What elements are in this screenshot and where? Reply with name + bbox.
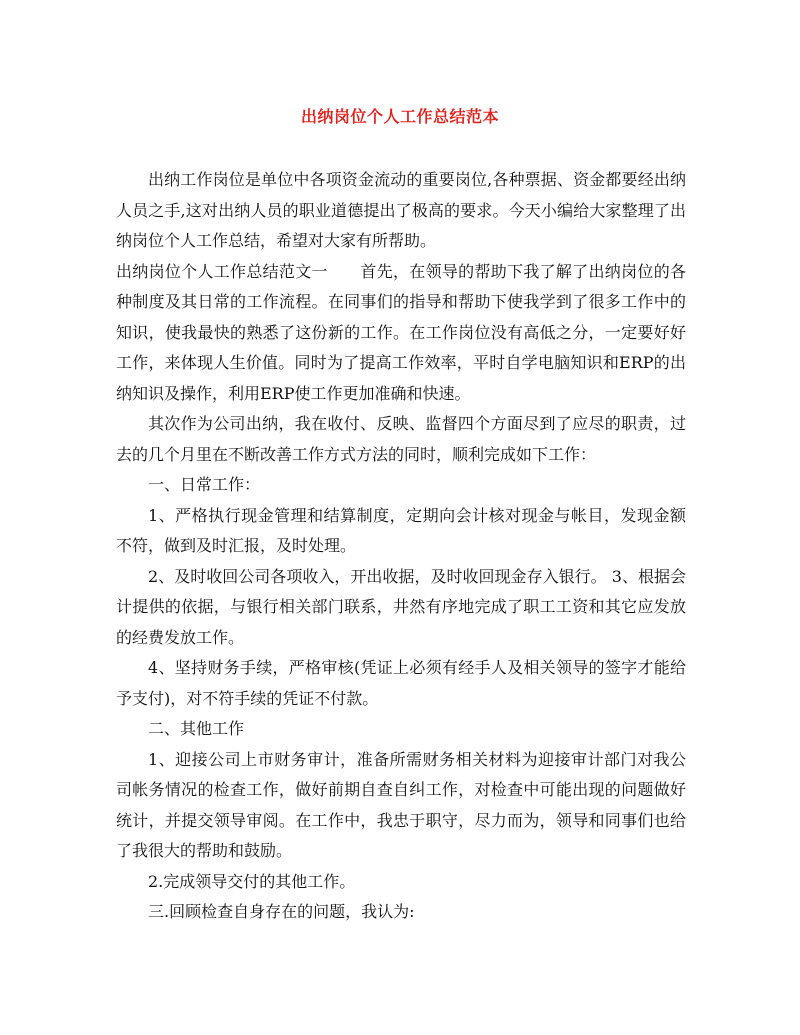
page-title: 出纳岗位个人工作总结范本 — [300, 107, 499, 126]
section-heading-other-work: 二、其他工作 — [148, 719, 245, 738]
section-heading-daily-work: 一、日常工作： — [148, 475, 261, 494]
paragraph-item-income-collection: 2、及时收回公司各项收入，开出收据，及时收回现金存入银行。 3、根据会计提供的依据，与银行相关部门联系，井然有序地完成了职工工资和其它应发放的经费发放工作。 — [116, 566, 686, 647]
paragraph-item-audit: 1、迎接公司上市财务审计，准备所需财务相关材料为迎接审计部门对我公司帐务情况的检查工作，做好前期自查自纠工作，对检查中可能出现的问题做好统计，并提交领导审阅。在工作中，我忠于职守，尽力而为，领导和同事们也给了我很大的帮助和鼓励。 — [116, 749, 686, 860]
paragraph-intro: 出纳工作岗位是单位中各项资金流动的重要岗位,各种票据、资金都要经出纳人员之手,这对出纳人员的职业道德提出了极高的要求。今天小编给大家整理了出纳岗位个人工作总结，希望对大家有所帮助。 — [116, 170, 686, 250]
document-body — [116, 165, 686, 928]
paragraph-sample-one: 出纳岗位个人工作总结范文一 首先，在领导的帮助下我了解了出纳岗位的各种制度及其日常的工作流程。在同事们的指导和帮助下使我学到了很多工作中的知识，使我最快的熟悉了这份新的工作。在工作岗位没有高低之分，一定要好好工作，来体现人生价值。同时为了提高工作效率，平时自学电脑知识和ERP的出纳知识及操作，利用ERP使工作更加准确和快速。 — [116, 261, 686, 403]
section-heading-review: 三.回顾检查自身存在的问题，我认为: — [148, 902, 415, 921]
paragraph-item-financial-procedures: 4、坚持财务手续，严格审核(凭证上必须有经手人及相关领导的签字才能给予支付)，对不符手续的凭证不付款。 — [116, 658, 686, 708]
paragraph-item-cash-management: 1、严格执行现金管理和结算制度，定期向会计核对现金与帐目，发现金额不符，做到及时汇报，及时处理。 — [116, 505, 686, 555]
paragraph-duties: 其次作为公司出纳，我在收付、反映、监督四个方面尽到了应尽的职责，过去的几个月里在不断改善工作方式方法的同时，顺利完成如下工作： — [116, 414, 686, 464]
paragraph-item-other-tasks: 2.完成领导交付的其他工作。 — [148, 871, 356, 891]
